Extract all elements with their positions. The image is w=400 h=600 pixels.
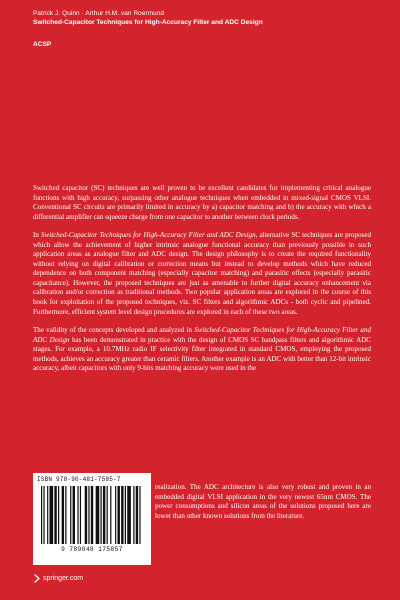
cover-header bbox=[33, 9, 373, 48]
italic-title: Switched-Capacitor Techniques for High-Accuracy Filter and ADC Design bbox=[33, 326, 371, 344]
blurb bbox=[33, 184, 371, 374]
authors: Patrick J. Quinn · Arthur H.M. van Roermund bbox=[33, 10, 165, 17]
barcode-bars bbox=[41, 486, 143, 544]
text-run: alternative SC techniques are proposed which allow the achievement of higher intrinsic analogue functional accuracy than previously possible in such application areas as analogue filter and ADC design. The design philosophy is to create the required functionality without relying on digital calibration or correction means but instead to develop methods which have reduced dependence on both component matching (especially capacitor matching) and parasitic effects (especially parasitic capacitance). However, the proposed techniques are just as amenable to further digital accuracy enhancement via calibration and/or correction as traditional methods. Two popular application areas are explored in the course of this book for exploitation of the proposed techniques, viz. SC filters and algorithmic ADCs - both cyclic and pipelined. Furthermore, efficient system level design procedures are explored in each of these two areas. bbox=[33, 231, 371, 316]
series-label: ACSP bbox=[33, 41, 52, 48]
blurb-paragraph-1: Switched capacitor (SC) techniques are well proven to be excellent candidates for implementing critical analogue functions with high accuracy, surpassing other analogue techniques when embedded in mixed-signal CMOS VLSI. Conventional SC circuits are primarily limited in accuracy by a) capacitor matching and b) the accuracy with which a differential amplifier can squeeze charge from one capacitor to another between clock periods. bbox=[33, 184, 371, 221]
isbn-label: ISBN 978-90-481-7585-7 bbox=[37, 476, 121, 483]
barcode-number: 9 789048 175857 bbox=[61, 546, 123, 553]
publisher-url: springer.com bbox=[43, 575, 84, 582]
italic-title: Switched-Capacitor Techniques for High-Accuracy Filter and ADC Design, bbox=[41, 231, 258, 240]
text-run: has been demonstrated in practice with the design of CMOS SC bandpass filters and algorithmic ADC stages. For example, a 10.7MHz radio IF selectivity filter integrated in standard CMOS, employing the proposed methods, achieves an accuracy greater than ceramic filters. Another example is an ADC with better than 12-bit intrinsic accuracy, albeit capacitors with only 9-bits matching accuracy were used in the bbox=[33, 335, 372, 373]
blurb-paragraph-2 bbox=[33, 231, 371, 317]
text-run: In bbox=[33, 231, 42, 240]
blurb-paragraph-3-continued: realization. The ADC architecture is also very robust and proven in an embedded digital VLSI application in the very newest 65nm CMOS. The power consumptions and silicon areas of the solutions proposed here are lower than other known solutions from the literature. bbox=[155, 483, 371, 520]
text-run: The validity of the concepts developed and analyzed in bbox=[33, 326, 195, 335]
book-title: Switched-Capacitor Techniques for High-Accuracy Filter and ADC Design bbox=[33, 19, 263, 26]
blurb-paragraph-3 bbox=[33, 326, 371, 374]
publisher-logo bbox=[33, 574, 83, 583]
springer-horse-icon bbox=[33, 574, 41, 583]
barcode bbox=[33, 473, 151, 565]
